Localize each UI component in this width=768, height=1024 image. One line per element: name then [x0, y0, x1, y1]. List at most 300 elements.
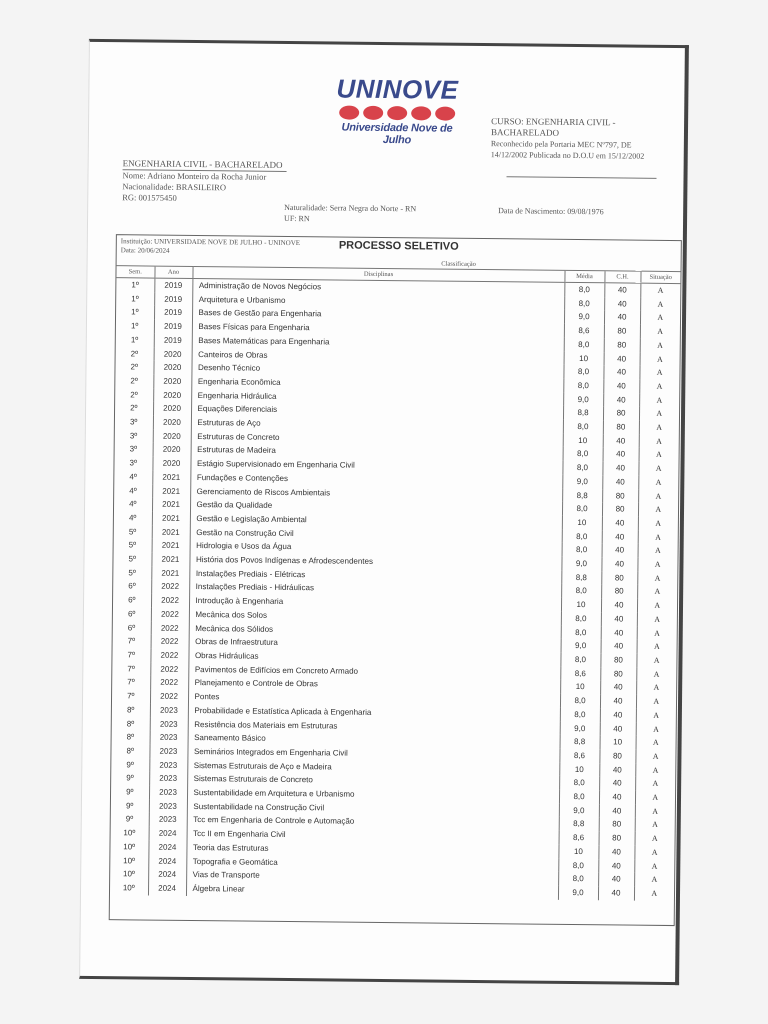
semester-cell: 1º	[130, 335, 139, 345]
status-cell: A	[639, 407, 679, 421]
average-cell: 9,0	[559, 804, 599, 818]
average-cell: 8,0	[559, 776, 599, 790]
status-cell: A	[639, 448, 679, 462]
workload-cell: 40	[603, 366, 639, 380]
average-cell: 8,8	[561, 571, 601, 585]
average-cell: 10	[560, 680, 600, 694]
workload-cell: 40	[601, 626, 637, 640]
status-cell: A	[638, 544, 678, 558]
discipline-cell: Hidrologia e Usos da Água	[190, 539, 562, 557]
average-cell: 8,0	[564, 282, 604, 297]
status-cell: A	[637, 571, 677, 585]
year-cell: 2023	[149, 772, 187, 786]
average-cell: 9,0	[563, 392, 603, 406]
logo-dots-icon	[327, 105, 467, 120]
student-course: ENGENHARIA CIVIL - BACHARELADO	[123, 158, 287, 172]
year-cell: 2022	[151, 635, 189, 649]
status-cell: A	[638, 489, 678, 503]
average-cell: 8,0	[563, 420, 603, 434]
year-cell: 2022	[151, 594, 189, 608]
semester-cell: 9º	[126, 787, 134, 797]
discipline-cell: Pavimentos de Edifícios em Concreto Armado	[188, 663, 560, 681]
semester-cell: 8º	[126, 718, 135, 728]
semester-cell: 7º	[127, 664, 135, 674]
workload-cell: 40	[598, 845, 634, 859]
discipline-cell: Gestão da Qualidade	[190, 498, 562, 516]
year-cell: 2024	[149, 827, 187, 841]
average-cell: 8,6	[564, 324, 604, 338]
workload-cell: 40	[603, 448, 639, 462]
average-cell: 9,0	[558, 886, 598, 900]
discipline-cell: Estruturas de Concreto	[191, 430, 563, 448]
semester-cell: 1º	[131, 280, 139, 290]
year-cell: 2021	[151, 566, 189, 580]
workload-cell: 80	[601, 571, 637, 585]
year-cell: 2021	[152, 539, 190, 553]
status-cell: A	[638, 462, 678, 476]
average-cell: 8,6	[559, 831, 599, 845]
year-cell: 2023	[149, 813, 187, 827]
workload-cell: 40	[599, 790, 635, 804]
discipline-cell: Sustentabilidade na Construção Civil	[187, 800, 559, 818]
workload-cell: 40	[601, 598, 637, 612]
workload-cell: 40	[598, 859, 634, 873]
average-cell: 8,0	[563, 379, 603, 393]
average-cell: 10	[563, 434, 603, 448]
average-cell: 10	[564, 351, 604, 365]
status-cell: A	[640, 338, 680, 352]
year-cell: 2024	[148, 854, 186, 868]
discipline-cell: Desenho Técnico	[191, 361, 563, 379]
semester-cell: 3º	[129, 417, 138, 427]
uninove-logo	[327, 74, 468, 146]
discipline-cell: Planejamento e Controle de Obras	[188, 676, 560, 694]
discipline-cell: Gerenciamento de Riscos Ambientais	[190, 485, 562, 503]
workload-cell: 40	[602, 516, 638, 530]
semester-cell: 5º	[128, 540, 137, 550]
status-cell: A	[635, 777, 675, 791]
discipline-cell: Arquitetura e Urbanismo	[192, 293, 564, 311]
workload-cell: 40	[601, 612, 637, 626]
semester-cell: 7º	[127, 650, 135, 660]
status-cell: A	[637, 599, 677, 613]
average-cell: 8,0	[563, 447, 603, 461]
average-cell: 8,0	[562, 543, 602, 557]
semester-cell: 6º	[128, 581, 136, 591]
header-discipline: Disciplinas	[192, 266, 564, 282]
semester-cell: 7º	[127, 691, 135, 701]
semester-cell: 8º	[126, 746, 134, 756]
year-cell: 2020	[154, 347, 192, 361]
average-cell: 8,0	[561, 612, 601, 626]
discipline-cell: Saneamento Básico	[188, 731, 560, 749]
status-cell: A	[640, 352, 680, 366]
average-cell: 8,0	[563, 365, 603, 379]
workload-cell: 80	[603, 420, 639, 434]
status-cell: A	[634, 859, 674, 873]
semester-cell: 8º	[126, 732, 135, 742]
workload-cell: 80	[599, 831, 635, 845]
year-cell: 2021	[152, 484, 190, 498]
workload-cell: 80	[603, 407, 639, 421]
year-cell: 2022	[151, 580, 189, 594]
average-cell: 8,8	[563, 406, 603, 420]
workload-cell: 80	[599, 818, 635, 832]
student-info	[122, 158, 292, 205]
semester-cell: 6º	[128, 595, 136, 605]
discipline-cell: Fundações e Contenções	[190, 471, 562, 489]
average-cell: 9,0	[562, 475, 602, 489]
discipline-cell: História dos Povos Indígenas e Afrodescendentes	[189, 553, 561, 571]
signature-line	[507, 176, 657, 179]
semester-cell: 2º	[130, 389, 138, 400]
year-cell: 2020	[153, 402, 191, 416]
average-cell: 8,0	[560, 653, 600, 667]
header-workload: C.H.	[604, 271, 640, 283]
status-cell: A	[637, 626, 677, 640]
grades-table	[110, 265, 681, 901]
semester-cell: 9º	[126, 773, 134, 783]
workload-cell: 40	[599, 804, 635, 818]
status-cell: A	[637, 613, 677, 627]
discipline-cell: Vias de Transporte	[186, 868, 558, 886]
semester-cell: 4º	[129, 499, 137, 509]
discipline-cell: Obras de Infraestrutura	[189, 635, 561, 653]
average-cell: 8,8	[562, 488, 602, 502]
status-cell: A	[640, 311, 680, 325]
discipline-cell: Tcc II em Engenharia Civil	[187, 827, 559, 845]
year-cell: 2023	[149, 744, 187, 758]
year-cell: 2020	[153, 388, 191, 402]
average-cell: 8,6	[559, 749, 599, 763]
discipline-cell: Sustentabilidade em Arquitetura e Urbanismo	[187, 786, 559, 804]
year-cell: 2023	[150, 717, 188, 731]
workload-cell: 40	[599, 763, 635, 777]
semester-cell: 1º	[130, 321, 139, 331]
average-cell: 10	[559, 762, 599, 776]
workload-cell: 80	[604, 338, 640, 352]
discipline-cell: Álgebra Linear	[186, 882, 558, 900]
status-cell: A	[635, 804, 675, 818]
discipline-cell: Gestão e Legislação Ambiental	[190, 512, 562, 530]
year-cell: 2024	[148, 881, 186, 895]
header-average: Média	[564, 270, 604, 282]
discipline-cell: Bases de Gestão para Engenharia	[192, 306, 564, 324]
year-cell: 2023	[149, 786, 187, 800]
status-cell: A	[635, 818, 675, 832]
course-publication: 14/12/2002 Publicada no D.O.U em 15/12/2002	[490, 150, 645, 161]
selection-date: Data: 20/06/2024	[120, 246, 170, 255]
year-cell: 2023	[150, 731, 188, 745]
semester-cell: 6º	[127, 622, 136, 632]
discipline-cell: Estruturas de Aço	[191, 416, 563, 434]
year-cell: 2020	[153, 361, 191, 375]
selection-institution: Instituição: UNIVERSIDADE NOVE DE JULHO - UNINOVE	[120, 237, 301, 248]
status-cell: A	[639, 421, 679, 435]
selection-title: PROCESSO SELETIVO	[338, 239, 459, 253]
status-cell: A	[637, 640, 677, 654]
student-uf: UF: RN	[284, 213, 310, 224]
semester-cell: 2º	[130, 376, 138, 386]
average-cell: 8,0	[558, 858, 598, 872]
workload-cell: 40	[604, 283, 640, 298]
discipline-cell: Gestão na Construção Civil	[190, 526, 562, 544]
status-cell: A	[638, 517, 678, 531]
discipline-cell: Seminários Integrados em Engenharia Civil	[187, 745, 559, 763]
discipline-cell: Estruturas de Madeira	[191, 443, 563, 461]
average-cell: 8,8	[560, 735, 600, 749]
semester-cell: 10º	[123, 828, 136, 838]
semester-cell: 9º	[125, 801, 134, 811]
header-semester: Sem.	[116, 266, 154, 278]
year-cell: 2022	[150, 690, 188, 704]
year-cell: 2022	[150, 662, 188, 676]
semester-cell: 10º	[123, 842, 136, 852]
workload-cell: 40	[602, 475, 638, 489]
year-cell: 2023	[150, 703, 188, 717]
semester-cell: 4º	[129, 472, 137, 482]
year-cell: 2020	[153, 374, 191, 388]
discipline-cell: Sistemas Estruturais de Concreto	[187, 772, 559, 790]
discipline-cell: Pontes	[188, 690, 560, 708]
status-cell: A	[639, 380, 679, 394]
status-cell: A	[635, 832, 675, 846]
year-cell: 2020	[152, 457, 190, 471]
discipline-cell: Bases Matemáticas para Engenharia	[192, 334, 564, 352]
student-naturality-block	[284, 202, 416, 225]
status-cell: A	[638, 530, 678, 544]
discipline-cell: Mecânica dos Sólidos	[189, 622, 561, 640]
status-cell: A	[640, 325, 680, 339]
discipline-cell: Instalações Prediais - Hidráulicas	[189, 580, 561, 598]
year-cell: 2019	[154, 333, 192, 347]
status-cell: A	[636, 667, 676, 681]
workload-cell: 40	[598, 872, 634, 886]
semester-cell: 10º	[122, 869, 135, 879]
year-cell: 2024	[148, 840, 186, 854]
average-cell: 9,0	[564, 310, 604, 324]
year-cell: 2021	[152, 498, 190, 512]
workload-cell: 40	[601, 557, 637, 571]
semester-cell: 9º	[126, 759, 134, 770]
year-cell: 2021	[152, 525, 190, 539]
year-cell: 2023	[149, 799, 187, 813]
semester-cell: 3º	[129, 458, 137, 468]
workload-cell: 40	[601, 640, 637, 654]
average-cell: 8,0	[561, 584, 601, 598]
year-cell: 2023	[149, 758, 187, 772]
year-cell: 2021	[152, 512, 190, 526]
year-cell: 2020	[153, 443, 191, 457]
workload-cell: 40	[602, 544, 638, 558]
workload-cell: 40	[602, 461, 638, 475]
workload-cell: 40	[603, 379, 639, 393]
status-cell: A	[639, 393, 679, 407]
status-cell: A	[636, 722, 676, 736]
semester-cell: 8º	[126, 705, 135, 715]
semester-cell: 10º	[123, 855, 136, 865]
discipline-cell: Mecânica dos Solos	[189, 608, 561, 626]
average-cell: 8,0	[560, 708, 600, 722]
average-cell: 8,0	[558, 872, 598, 886]
workload-cell: 80	[604, 324, 640, 338]
workload-cell: 40	[603, 393, 639, 407]
workload-cell: 80	[602, 503, 638, 517]
discipline-cell: Resistência dos Materiais em Estruturas	[188, 717, 560, 735]
status-cell: A	[634, 873, 674, 887]
discipline-cell: Equações Diferenciais	[191, 402, 563, 420]
workload-cell: 80	[599, 749, 635, 763]
average-cell: 8,0	[562, 530, 602, 544]
average-cell: 8,0	[564, 297, 604, 311]
discipline-cell: Tcc em Engenharia de Controle e Automação	[187, 813, 559, 831]
workload-cell: 40	[600, 694, 636, 708]
discipline-cell: Canteiros de Obras	[192, 347, 564, 365]
average-cell: 10	[558, 845, 598, 859]
status-cell: A	[637, 558, 677, 572]
status-cell: A	[638, 503, 678, 517]
status-cell: A	[640, 283, 680, 298]
classification-label: Classificação	[441, 260, 476, 268]
semester-cell: 2º	[130, 403, 138, 413]
average-cell: 8,0	[561, 625, 601, 639]
course-recognition: Reconhecido pela Portaria MEC Nº797, DE	[490, 139, 632, 150]
semester-cell: 2º	[130, 362, 138, 372]
workload-cell: 80	[600, 653, 636, 667]
average-cell: 8,8	[559, 817, 599, 831]
workload-cell: 40	[602, 530, 638, 544]
discipline-cell: Obras Hidráulicas	[188, 649, 560, 667]
student-birth-date: Data de Nascimento: 09/08/1976	[498, 206, 604, 217]
status-cell: A	[636, 654, 676, 668]
discipline-cell: Instalações Prediais - Elétricas	[189, 567, 561, 585]
workload-cell: 10	[600, 735, 636, 749]
discipline-cell: Estágio Supervisionado em Engenharia Civil	[190, 457, 562, 475]
student-naturality: Naturalidade: Serra Negra do Norte - RN	[284, 202, 417, 214]
discipline-cell: Topografia e Geomática	[186, 854, 558, 872]
discipline-cell: Sistemas Estruturais de Aço e Madeira	[187, 759, 559, 777]
semester-cell: 5º	[128, 554, 136, 564]
year-cell: 2019	[154, 292, 192, 306]
year-cell: 2019	[154, 320, 192, 334]
semester-cell: 7º	[127, 636, 136, 646]
semester-cell: 9º	[125, 814, 134, 824]
workload-cell: 40	[603, 434, 639, 448]
workload-cell: 40	[598, 886, 634, 900]
year-cell: 2021	[151, 553, 189, 567]
status-cell: A	[636, 681, 676, 695]
year-cell: 2020	[153, 429, 191, 443]
grades-box	[109, 234, 682, 926]
average-cell: 8,0	[564, 338, 604, 352]
average-cell: 8,0	[562, 461, 602, 475]
year-cell: 2020	[153, 416, 191, 430]
workload-cell: 40	[604, 311, 640, 325]
status-cell: A	[635, 791, 675, 805]
status-cell: A	[637, 585, 677, 599]
status-cell: A	[634, 887, 674, 901]
year-cell: 2019	[154, 306, 192, 320]
course-title: CURSO: ENGENHARIA CIVIL - BACHARELADO	[490, 116, 616, 138]
semester-cell: 2º	[130, 348, 139, 358]
year-cell: 2022	[150, 676, 188, 690]
semester-cell: 4º	[128, 513, 137, 523]
year-cell: 2022	[150, 649, 188, 663]
header-status: Situação	[640, 271, 680, 283]
year-cell: 2022	[151, 621, 189, 635]
workload-cell: 80	[601, 585, 637, 599]
average-cell: 9,0	[561, 557, 601, 571]
workload-cell: 40	[600, 708, 636, 722]
discipline-cell: Bases Físicas para Engenharia	[192, 320, 564, 338]
semester-cell: 4º	[129, 485, 137, 495]
logo-subtitle: Universidade Nove de Julho	[341, 121, 453, 147]
year-cell: 2022	[151, 607, 189, 621]
semester-cell: 3º	[129, 444, 138, 454]
course-info	[491, 116, 681, 162]
status-cell: A	[639, 434, 679, 448]
student-name: Nome: Adriano Monteiro da Rocha Junior	[122, 170, 267, 182]
semester-cell: 5º	[128, 526, 137, 537]
status-cell: A	[636, 708, 676, 722]
semester-cell: 3º	[129, 431, 138, 441]
status-cell: A	[639, 366, 679, 380]
header-year: Ano	[154, 266, 192, 278]
workload-cell: 40	[600, 681, 636, 695]
workload-cell: 40	[599, 777, 635, 791]
discipline-cell: Introdução à Engenharia	[189, 594, 561, 612]
semester-cell: 5º	[128, 568, 136, 578]
average-cell: 9,0	[561, 639, 601, 653]
average-cell: 8,0	[560, 694, 600, 708]
status-cell: A	[634, 845, 674, 859]
status-cell: A	[635, 750, 675, 764]
average-cell: 9,0	[560, 721, 600, 735]
semester-cell: 1º	[131, 294, 139, 304]
year-cell: 2024	[148, 868, 186, 882]
semester-cell: 1º	[131, 307, 139, 317]
year-cell: 2021	[152, 470, 190, 484]
workload-cell: 40	[600, 722, 636, 736]
status-cell: A	[636, 736, 676, 750]
average-cell: 8,0	[559, 790, 599, 804]
workload-cell: 40	[604, 352, 640, 366]
semester-cell: 6º	[127, 609, 136, 619]
discipline-cell: Administração de Novos Negócios	[192, 278, 564, 296]
workload-cell: 80	[602, 489, 638, 503]
workload-cell: 80	[600, 667, 636, 681]
year-cell: 2019	[154, 278, 192, 293]
status-cell: A	[636, 695, 676, 709]
average-cell: 8,6	[560, 667, 600, 681]
average-cell: 10	[562, 516, 602, 530]
average-cell: 8,0	[562, 502, 602, 516]
status-cell: A	[635, 763, 675, 777]
discipline-cell: Probabilidade e Estatística Aplicada à Engenharia	[188, 704, 560, 722]
status-cell: A	[640, 297, 680, 311]
student-nationality: Nacionalidade: BRASILEIRO	[122, 181, 227, 193]
student-rg: RG: 001575450	[122, 192, 177, 203]
average-cell: 10	[561, 598, 601, 612]
transcript-document	[79, 39, 689, 985]
semester-cell: 7º	[127, 677, 135, 687]
discipline-cell: Engenharia Econômica	[191, 375, 563, 393]
logo-wordmark: UNINOVE	[336, 73, 459, 105]
semester-cell: 10º	[122, 883, 135, 893]
status-cell: A	[638, 476, 678, 490]
workload-cell: 40	[604, 297, 640, 311]
discipline-cell: Teoria das Estruturas	[186, 841, 558, 859]
